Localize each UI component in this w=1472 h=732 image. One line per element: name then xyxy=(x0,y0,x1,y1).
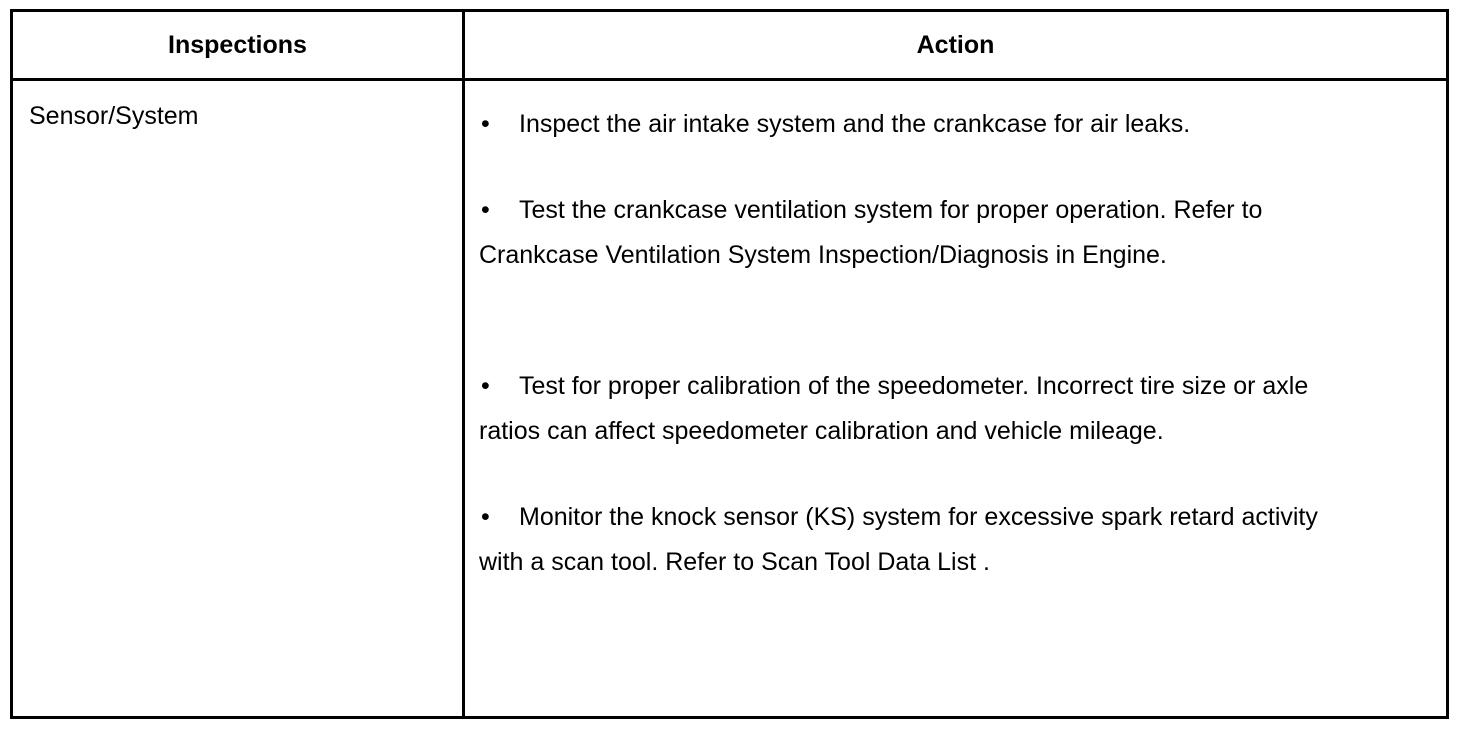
header-divider xyxy=(13,78,1446,81)
action-text: Inspect the air intake system and the crankcase for air leaks. xyxy=(519,110,1191,138)
action-text: Test the crankcase ventilation system for proper operation. Refer to Crankcase Ventilation System Inspection/Diagnosis in Engine. xyxy=(479,196,1263,269)
action-item xyxy=(479,364,1359,454)
bullet: • xyxy=(481,372,490,400)
action-item xyxy=(479,102,1359,147)
action-text: Monitor the knock sensor (KS) system for excessive spark retard activity with a scan tool. Refer to Scan Tool Data List . xyxy=(479,503,1318,576)
action-text: Test for proper calibration of the speedometer. Incorrect tire size or axle ratios can affect speedometer calibration and vehicle mileage. xyxy=(479,372,1309,445)
header-action: Action xyxy=(916,30,995,59)
bullet: • xyxy=(481,196,490,224)
inspection-table xyxy=(10,9,1449,719)
column-divider xyxy=(462,12,465,716)
action-cell xyxy=(479,102,1359,585)
bullet: • xyxy=(481,110,490,138)
inspection-cell: Sensor/System xyxy=(29,102,199,130)
header-inspections: Inspections xyxy=(168,30,307,59)
action-item xyxy=(479,188,1359,278)
bullet: • xyxy=(481,503,490,531)
action-item xyxy=(479,495,1359,585)
